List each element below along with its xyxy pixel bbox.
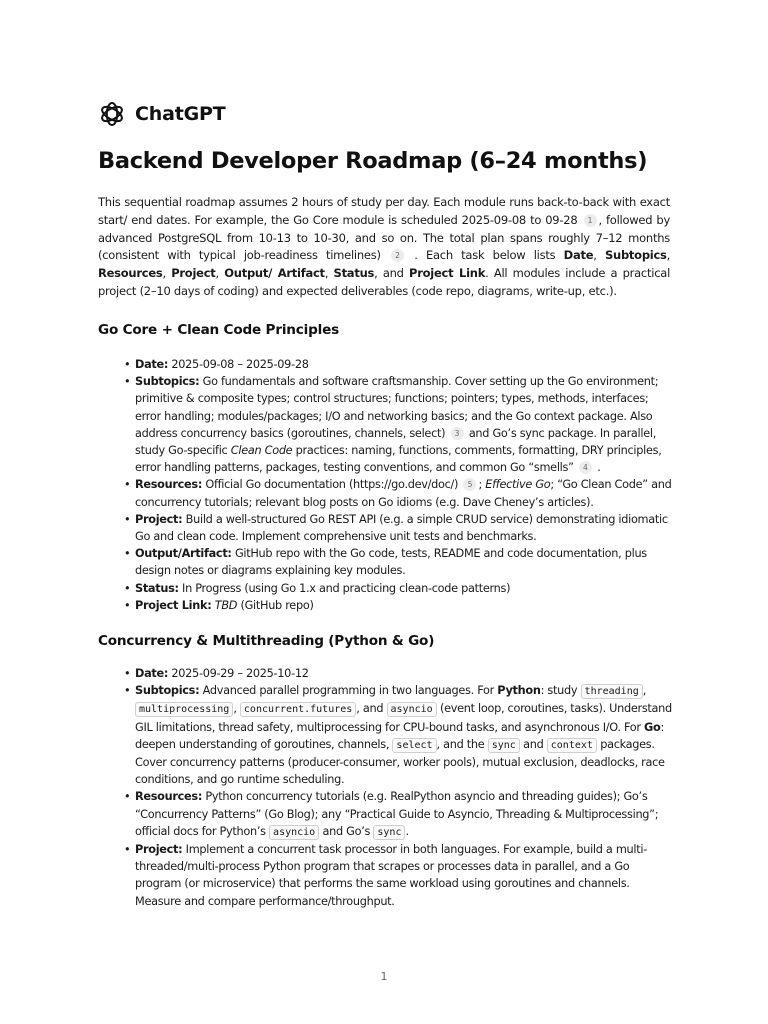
brand-header [98,100,225,128]
citation-badge[interactable]: 3 [451,427,464,440]
section-heading-go-core: Go Core + Clean Code Principles [98,322,339,338]
inline-code: concurrent.futures [240,702,356,717]
concurrency-details-list [124,665,672,910]
inline-code: threading [581,684,643,699]
list-item-subtopics: • Subtopics: Advanced parallel programming in two languages. For Python: study threading , multiprocessing , concurrent.futures , and asyncio (event loop, coroutines, tasks). Understand GIL limitations, thread safety, multiprocessing for CPU-bound tasks, and asynchronous I/O. For Go: deepen understanding of goroutines, channels, select , and the sync and context packages. Cover concurrency patterns (producer-consumer, worker pools), mutual exclusion, deadlocks, race conditions, and go runtime scheduling. [124,682,672,788]
openai-logo-icon [98,100,126,128]
inline-code: asyncio [269,825,319,840]
brand-name: ChatGPT [135,103,226,125]
inline-code: context [547,738,597,753]
list-item-output: • Output/Artifact: GitHub repo with the Go code, tests, README and code documentation, plus design notes or diagrams explaining key modules. [124,545,672,579]
list-item-project-link: • Project Link: TBD (GitHub repo) [124,597,672,614]
list-item-date: • Date: 2025-09-29 – 2025-10-12 [124,665,672,682]
inline-code: select [392,738,436,753]
citation-badge[interactable]: 1 [584,214,597,227]
page-number: 1 [380,970,388,983]
list-item-project: • Project: Build a well-structured Go REST API (e.g. a simple CRUD service) demonstrating idiomatic Go and clean code. Implement comprehensive unit tests and benchmarks. [124,511,672,545]
list-item-resources: • Resources: Python concurrency tutorials (e.g. RealPython asyncio and threading guides); Go’s “Concurrency Patterns” (Go Blog); any “Practical Guide to Asyncio, Threading & Multiprocessing”; official docs for Python’s asyncio and Go’s sync . [124,788,672,841]
list-item-status: • Status: In Progress (using Go 1.x and practicing clean-code patterns) [124,580,672,597]
list-item-date: • Date: 2025-09-08 – 2025-09-28 [124,356,672,373]
inline-code: sync [373,825,405,840]
list-item-resources: • Resources: Official Go documentation (https://go.dev/doc/) 5 ; Effective Go; “Go Clean Code” and concurrency tutorials; relevant blog posts on Go idioms (e.g. Dave Cheney’s articles). [124,476,672,510]
list-item-project: • Project: Implement a concurrent task processor in both languages. For example, build a multi-threaded/multi-process Python program that scrapes or processes data in parallel, and a Go program (or microservice) that performs the same workload using goroutines and channels. Measure and compare performance/throughput. [124,841,672,910]
inline-code: multiprocessing [135,702,233,717]
inline-code: sync [488,738,520,753]
section-heading-concurrency: Concurrency & Multithreading (Python & Go) [98,633,435,649]
document-title: Backend Developer Roadmap (6–24 months) [98,148,648,174]
citation-badge[interactable]: 4 [579,461,592,474]
list-item-subtopics: • Subtopics: Go fundamentals and software craftsmanship. Cover setting up the Go environment; primitive & composite types; control structures; functions; pointers; types, methods, interfaces; error handling; modules/packages; I/O and networking basics; and the Go context package. Also address concurrency basics (goroutines, channels, select) 3 and Go’s sync package. In parallel, study Go-specific Clean Code practices: naming, functions, comments, formatting, DRY principles, error handling patterns, packages, testing conventions, and common Go “smells” 4 . [124,373,672,476]
citation-badge[interactable]: 2 [391,249,404,262]
citation-badge[interactable]: 5 [463,478,476,491]
intro-paragraph: This sequential roadmap assumes 2 hours of study per day. Each module runs back-to-back with exact start/ end dates. For example, the Go Core module is scheduled 2025-09-08 to 09-28 1 , followed by advanced PostgreSQL from 10-13 to 10-30, and so on. The total plan spans roughly 7–12 months (consistent with typical job-readiness timelines) 2 . Each task below lists Date, Subtopics, Resources, Project, Output/ Artifact, Status, and Project Link. All modules include a practical project (2–10 days of coding) and expected deliverables (code repo, diagrams, write-up, etc.). [98,195,671,298]
go-core-details-list [124,356,672,614]
inline-code: asyncio [387,702,437,717]
